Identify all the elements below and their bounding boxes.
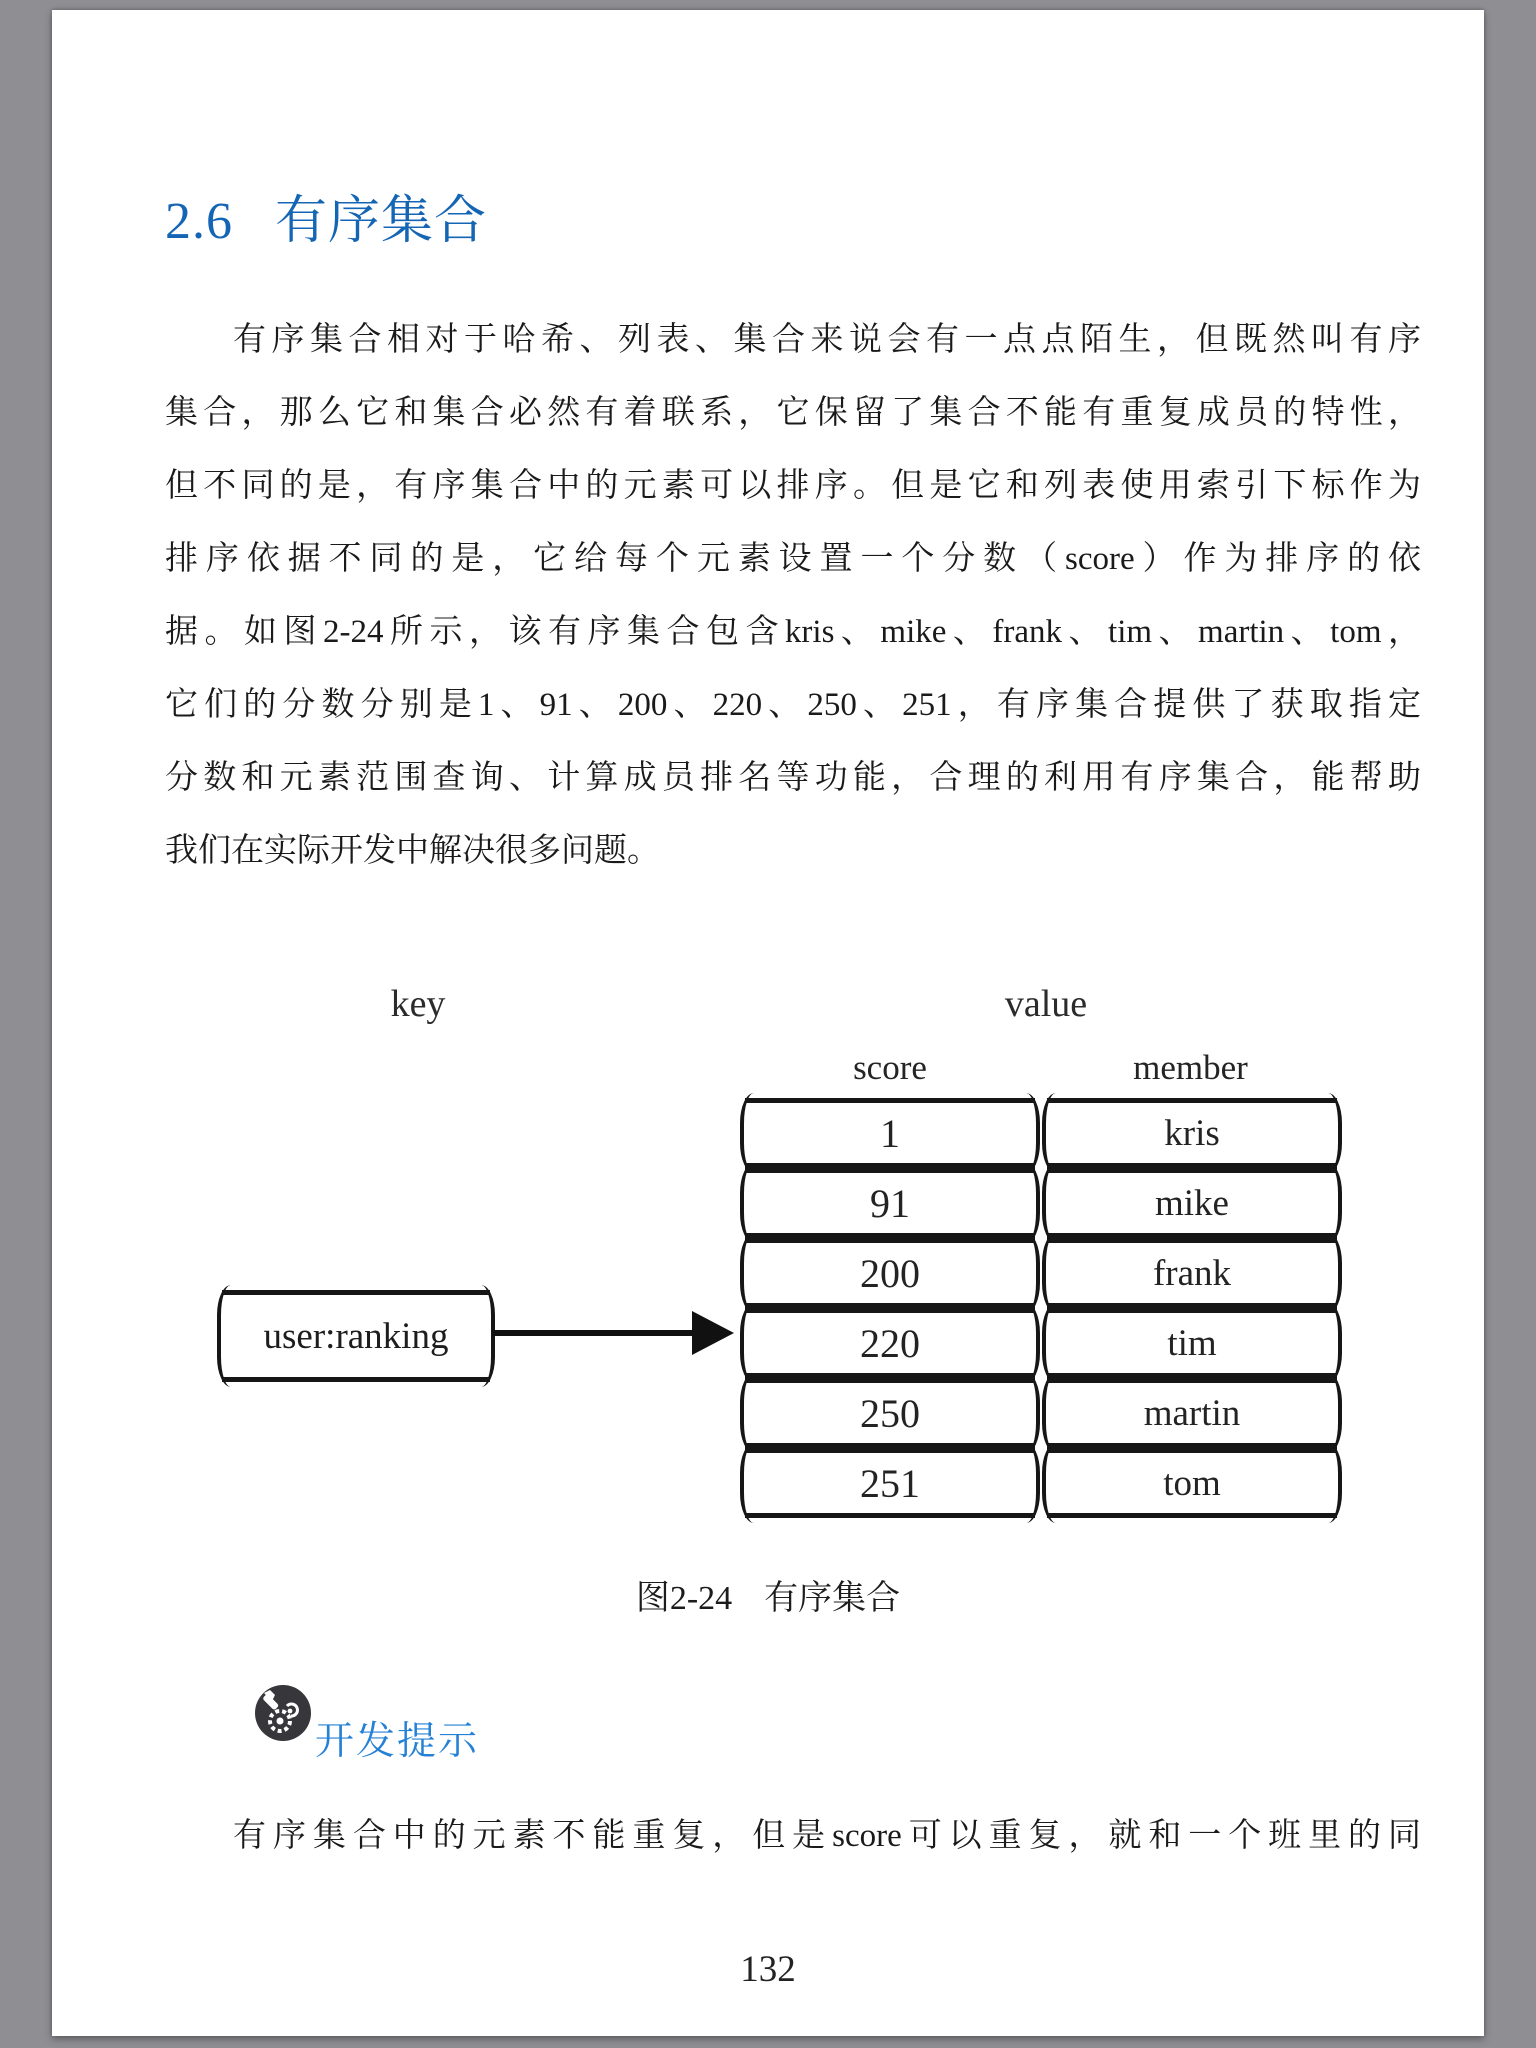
section-number: 2.6 xyxy=(165,193,233,250)
figure-caption-title: 有序集合 xyxy=(764,1580,901,1617)
member-cell: kris xyxy=(1047,1098,1337,1168)
paragraph-line: 排序依据不同的是，它给每个元素设置一个分数（score）作为排序的依 xyxy=(165,541,1421,577)
arrow-line xyxy=(492,1330,697,1336)
table-row xyxy=(745,1168,1337,1238)
member-cell: frank xyxy=(1047,1238,1337,1308)
book-page xyxy=(52,10,1484,2036)
score-cell: 200 xyxy=(745,1238,1035,1308)
paragraph-line: 但不同的是，有序集合中的元素可以排序。但是它和列表使用索引下标作为 xyxy=(165,468,1421,504)
tip-paragraph xyxy=(165,1800,1421,1873)
member-column-header: member xyxy=(1133,1048,1248,1087)
paragraph-line: 分数和元素范围查询、计算成员排名等功能，合理的利用有序集合，能帮助 xyxy=(165,760,1421,796)
page-number: 132 xyxy=(740,1949,796,1990)
member-cell: tim xyxy=(1047,1308,1337,1378)
figure-key-label: key xyxy=(390,983,446,1025)
score-cell: 251 xyxy=(745,1448,1035,1518)
member-cell: tom xyxy=(1047,1448,1337,1518)
tip-label: 开发提示 xyxy=(315,1720,480,1763)
paragraph-line: 它们的分数分别是1、91、200、220、250、251，有序集合提供了获取指定 xyxy=(165,687,1421,723)
paragraph-line: 集合，那么它和集合必然有着联系，它保留了集合不能有重复成员的特性， xyxy=(165,395,1421,431)
figure-caption xyxy=(52,1570,1484,1619)
score-column-header: score xyxy=(853,1048,927,1087)
table-row xyxy=(745,1448,1337,1518)
paragraph-line: 有序集合中的元素不能重复，但是score可以重复，就和一个班里的同 xyxy=(233,1818,1421,1854)
score-cell: 250 xyxy=(745,1378,1035,1448)
table-row xyxy=(745,1378,1337,1448)
paragraph-line: 据。如图2-24所示，该有序集合包含kris、mike、frank、tim、martin、tom， xyxy=(165,614,1421,650)
table-row xyxy=(745,1238,1337,1308)
figure-value-label: value xyxy=(1004,983,1088,1025)
member-cell: martin xyxy=(1047,1378,1337,1448)
main-paragraph xyxy=(165,304,1421,888)
sorted-set-table xyxy=(745,1098,1337,1518)
wrench-gear-icon xyxy=(253,1683,313,1743)
score-cell: 1 xyxy=(745,1098,1035,1168)
section-title: 有序集合 xyxy=(275,193,488,250)
arrow-head-icon xyxy=(692,1311,734,1355)
score-cell: 91 xyxy=(745,1168,1035,1238)
section-heading xyxy=(165,178,487,253)
paragraph-line: 有序集合相对于哈希、列表、集合来说会有一点点陌生，但既然叫有序 xyxy=(233,322,1421,358)
figure-caption-number: 图2-24 xyxy=(635,1580,733,1617)
member-cell: mike xyxy=(1047,1168,1337,1238)
table-row xyxy=(745,1308,1337,1378)
key-box: user:ranking xyxy=(222,1290,490,1382)
paragraph-line: 我们在实际开发中解决很多问题。 xyxy=(165,833,660,869)
score-cell: 220 xyxy=(745,1308,1035,1378)
table-row xyxy=(745,1098,1337,1168)
